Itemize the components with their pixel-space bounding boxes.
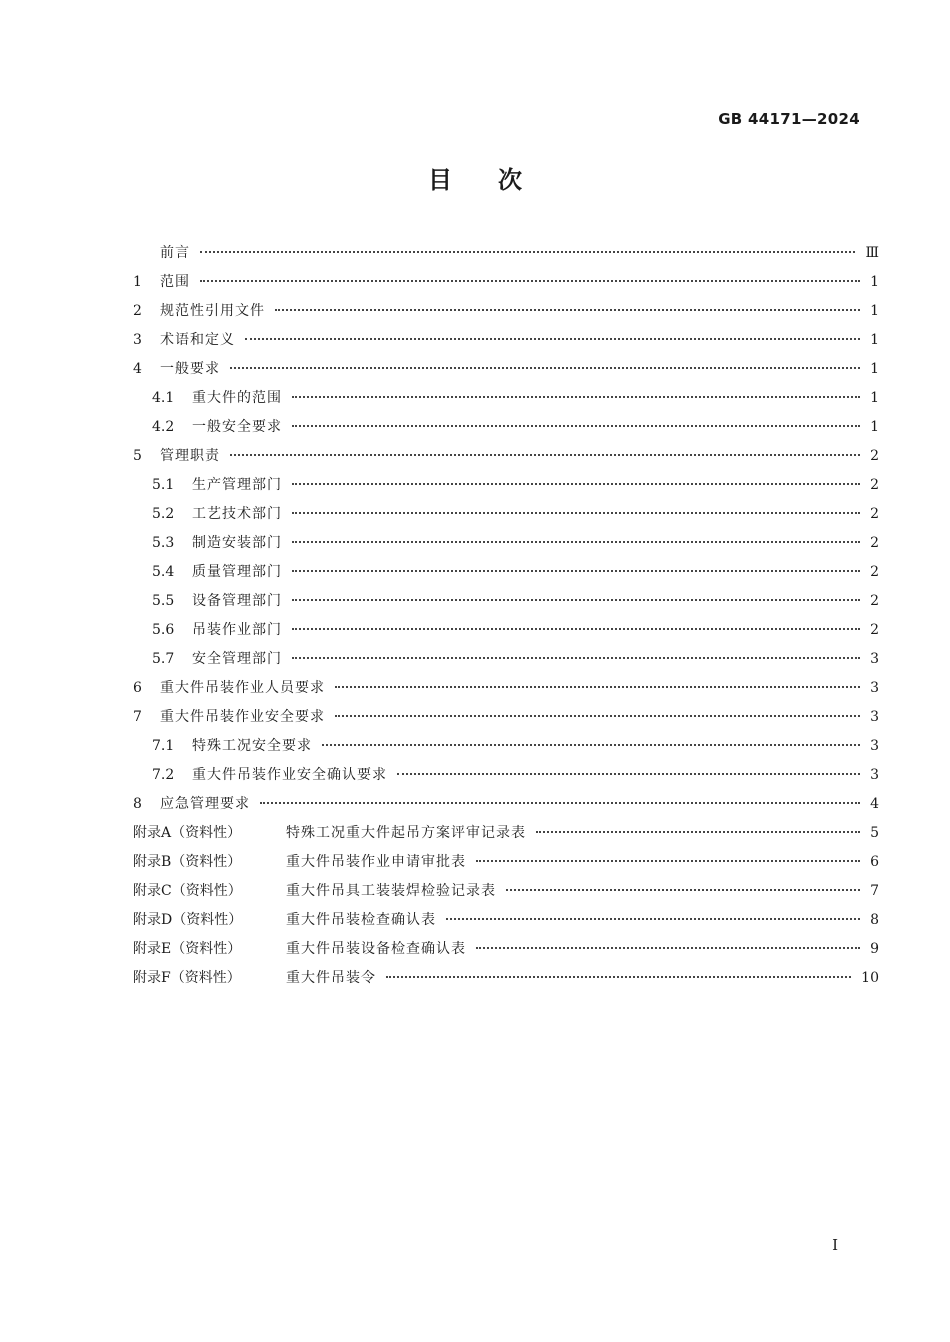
dot-leader: [335, 714, 860, 717]
dot-leader: [476, 946, 860, 949]
dot-leader: [292, 627, 860, 630]
toc-entry[interactable]: [133, 297, 879, 326]
dot-leader: [292, 598, 860, 601]
toc-entry[interactable]: [133, 413, 879, 442]
dot-leader: [275, 308, 860, 311]
toc-entry-number: 5.2: [152, 506, 175, 522]
toc-entry-page: 1: [870, 332, 879, 348]
toc-entry[interactable]: [133, 935, 879, 964]
toc-entry-page: 3: [870, 767, 879, 783]
dot-leader: [230, 453, 860, 456]
toc-entry[interactable]: [133, 326, 879, 355]
footer-page-number: I: [832, 1236, 838, 1254]
toc-entry-number: 1: [133, 274, 142, 290]
toc-entry-page: 6: [870, 854, 879, 870]
toc-entry-title: 工艺技术部门: [192, 506, 282, 522]
dot-leader: [245, 337, 860, 340]
toc-entry[interactable]: [133, 384, 879, 413]
toc-entry-number: 5.1: [152, 477, 175, 493]
dot-leader: [292, 424, 860, 427]
toc-entry-title: 重大件吊装检查确认表: [286, 912, 436, 928]
toc-entry-page: 7: [870, 883, 879, 899]
dot-leader: [322, 743, 860, 746]
toc-entry-number: 5.7: [152, 651, 175, 667]
toc-entry[interactable]: [133, 471, 879, 500]
toc-entry-title: 生产管理部门: [192, 477, 282, 493]
toc-entry-number: 8: [133, 796, 142, 812]
toc-entry-page: 10: [861, 970, 879, 986]
toc-entry-number: 附录F（资料性）: [133, 970, 241, 986]
toc-entry-page: 4: [870, 796, 879, 812]
toc-entry-title: 吊装作业部门: [192, 622, 282, 638]
toc-entry-title: 前言: [160, 245, 190, 261]
toc-entry[interactable]: [133, 587, 879, 616]
toc-entry-title: 设备管理部门: [192, 593, 282, 609]
toc-entry[interactable]: [133, 529, 879, 558]
dot-leader: [292, 482, 860, 485]
toc-entry-number: 5.6: [152, 622, 175, 638]
toc-entry-title: 一般安全要求: [192, 419, 282, 435]
toc-entry-number: 4.2: [152, 419, 175, 435]
dot-leader: [536, 830, 860, 833]
dot-leader: [506, 888, 860, 891]
toc-entry-title: 范围: [160, 274, 190, 290]
toc-entry-page: 1: [870, 390, 879, 406]
toc-entry[interactable]: [133, 790, 879, 819]
toc-entry-page: 2: [870, 535, 879, 551]
toc-entry-number: 附录C（资料性）: [133, 883, 242, 899]
toc-entry-number: 5: [133, 448, 142, 464]
dot-leader: [335, 685, 860, 688]
toc-entry-number: 2: [133, 303, 142, 319]
toc-entry-title: 特殊工况重大件起吊方案评审记录表: [286, 825, 526, 841]
toc-entry-page: 5: [870, 825, 879, 841]
toc-entry-page: 2: [870, 564, 879, 580]
dot-leader: [260, 801, 860, 804]
toc-entry[interactable]: [133, 703, 879, 732]
toc-entry[interactable]: [133, 645, 879, 674]
dot-leader: [446, 917, 860, 920]
toc-entry-page: 2: [870, 477, 879, 493]
toc-entry-number: 5.5: [152, 593, 175, 609]
toc-entry-title: 特殊工况安全要求: [192, 738, 312, 754]
toc-entry-page: 1: [870, 419, 879, 435]
dot-leader: [230, 366, 860, 369]
toc-entry-title: 重大件吊装令: [286, 970, 376, 986]
dot-leader: [397, 772, 860, 775]
toc-entry-number: 7: [133, 709, 142, 725]
toc-entry-number: 5.4: [152, 564, 175, 580]
toc-entry-number: 附录A（资料性）: [133, 825, 242, 841]
toc-entry-title: 重大件的范围: [192, 390, 282, 406]
toc-entry-number: 7.1: [152, 738, 175, 754]
toc-entry-title: 重大件吊装设备检查确认表: [286, 941, 466, 957]
toc-entry[interactable]: [133, 964, 879, 993]
toc-entry-page: 9: [870, 941, 879, 957]
dot-leader: [386, 975, 851, 978]
toc-entry[interactable]: [133, 558, 879, 587]
toc-entry[interactable]: [133, 268, 879, 297]
standard-code: GB 44171—2024: [718, 110, 860, 128]
toc-entry-number: 4: [133, 361, 142, 377]
toc-entry-title: 术语和定义: [160, 332, 235, 348]
toc-entry-page: 3: [870, 651, 879, 667]
toc-entry-title: 重大件吊具工装装焊检验记录表: [286, 883, 496, 899]
toc-entry-page: 1: [870, 303, 879, 319]
toc-entry-title: 重大件吊装作业申请审批表: [286, 854, 466, 870]
dot-leader: [292, 511, 860, 514]
toc-entry-number: 4.1: [152, 390, 175, 406]
toc-entry-page: 2: [870, 506, 879, 522]
toc-entry[interactable]: [133, 761, 879, 790]
toc-title-char: 目: [428, 166, 452, 194]
toc-title-char: 次: [498, 166, 522, 194]
toc-entry[interactable]: [133, 616, 879, 645]
toc-entry-title: 一般要求: [160, 361, 220, 377]
toc-entry[interactable]: [133, 442, 879, 471]
toc-entry-page: 3: [870, 709, 879, 725]
toc-entry[interactable]: [133, 239, 879, 268]
toc-entry-page: 2: [870, 622, 879, 638]
toc-entry-title: 安全管理部门: [192, 651, 282, 667]
toc-entry-number: 3: [133, 332, 142, 348]
toc-title: [0, 160, 950, 195]
toc-entry-page: 2: [870, 448, 879, 464]
toc-entry[interactable]: [133, 355, 879, 384]
toc-entry[interactable]: [133, 906, 879, 935]
toc-entry-number: 5.3: [152, 535, 175, 551]
dot-leader: [292, 569, 860, 572]
toc-entry-title: 制造安装部门: [192, 535, 282, 551]
toc-entry-page: 3: [870, 738, 879, 754]
toc-entry-number: 附录E（资料性）: [133, 941, 242, 957]
toc-entry-page: 8: [870, 912, 879, 928]
dot-leader: [200, 279, 860, 282]
toc-entry-number: 附录D（资料性）: [133, 912, 243, 928]
toc-entry-number: 6: [133, 680, 142, 696]
toc-entry[interactable]: [133, 732, 879, 761]
toc-entry-title: 质量管理部门: [192, 564, 282, 580]
toc-entry-page: Ⅲ: [865, 245, 879, 261]
toc-entry[interactable]: [133, 848, 879, 877]
toc-entry-page: 1: [870, 274, 879, 290]
dot-leader: [292, 395, 860, 398]
toc-entry-page: 3: [870, 680, 879, 696]
toc-entry-number: 附录B（资料性）: [133, 854, 242, 870]
toc-entry-page: 2: [870, 593, 879, 609]
toc-entry-number: 7.2: [152, 767, 175, 783]
dot-leader: [292, 656, 860, 659]
dot-leader: [200, 250, 855, 253]
table-of-contents: [133, 239, 879, 993]
toc-entry-page: 1: [870, 361, 879, 377]
dot-leader: [292, 540, 860, 543]
toc-entry[interactable]: [133, 500, 879, 529]
toc-entry-title: 应急管理要求: [160, 796, 250, 812]
toc-entry[interactable]: [133, 819, 879, 848]
toc-entry-title: 管理职责: [160, 448, 220, 464]
toc-entry-title: 重大件吊装作业人员要求: [160, 680, 325, 696]
toc-entry-title: 重大件吊装作业安全要求: [160, 709, 325, 725]
toc-entry[interactable]: [133, 877, 879, 906]
toc-entry-title: 规范性引用文件: [160, 303, 265, 319]
toc-entry-title: 重大件吊装作业安全确认要求: [192, 767, 387, 783]
toc-entry[interactable]: [133, 674, 879, 703]
dot-leader: [476, 859, 860, 862]
